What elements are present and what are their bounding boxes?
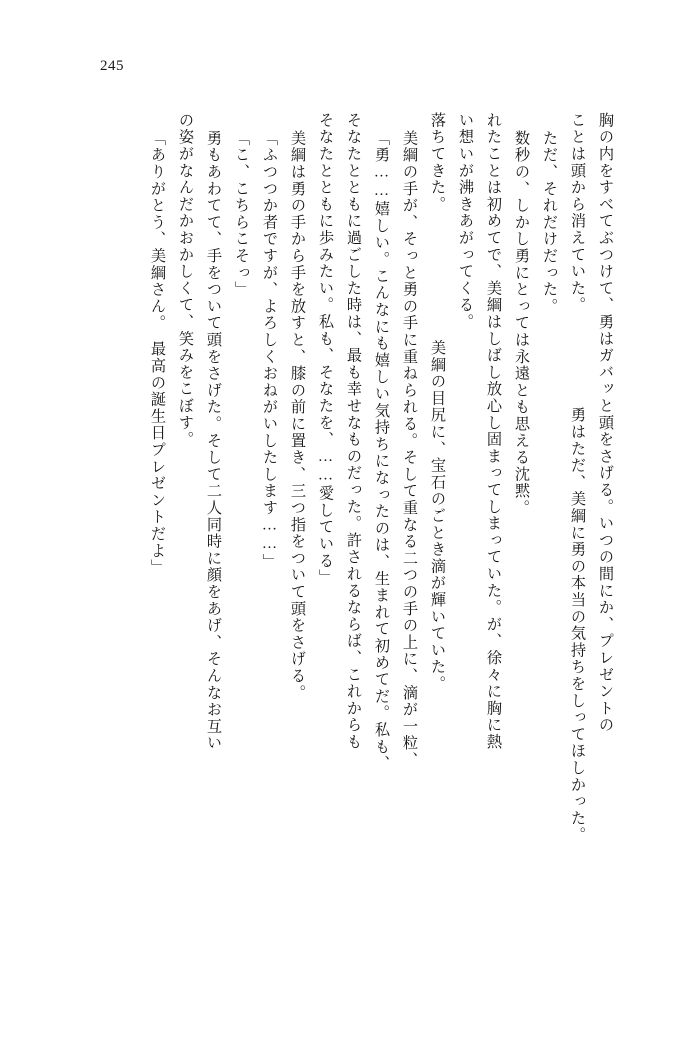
text-column: そなたとともに過ごした時は、最も幸せなものだった。許されるならば、これからも xyxy=(345,112,362,751)
text-column: 落ちてきた。 美綱の目尻に、宝石のごとき滴が輝いていた。 xyxy=(429,112,446,693)
text-column: 胸の内をすべてぶつけて、勇はガバッと頭をさげる。いつの間にか、プレゼントの xyxy=(597,112,614,734)
text-column: れたことは初めてで、美綱はしばし放心し固まってしまっていた。が、徐々に胸に熱 xyxy=(485,112,502,751)
text-column: 美綱の手が、そっと勇の手に重ねられる。そして重なる二つの手の上に、滴が一粒、 xyxy=(401,130,418,769)
text-column: 「ありがとう、美綱さん。 最高の誕生日プレゼントだよ」 xyxy=(149,130,166,576)
text-column: い想いが沸きあがってくる。 xyxy=(457,112,474,331)
text-column: の姿がなんだかおかしくて、笑みをこぼす。 xyxy=(177,112,194,448)
text-column: 数秒の、しかし勇にとっては永遠とも思える沈黙。 xyxy=(513,130,530,517)
text-column: 「こ、こちらこそっ」 xyxy=(233,130,250,298)
text-column: ただ、それだけだった。 xyxy=(541,130,558,315)
text-column: 勇もあわてて、手をついて頭をさげた。そして二人同時に顔をあげ、そんなお互い xyxy=(205,130,222,752)
text-column: ことは頭から消えていた。 勇はただ、美綱に勇の本当の気持ちをしってほしかった。 xyxy=(569,112,586,844)
text-column: 「ふつつか者ですが、よろしくおねがいしたします……」 xyxy=(261,130,278,571)
vertical-text-block xyxy=(93,112,613,927)
text-column: 「勇……嬉しい。こんなにも嬉しい気持ちになったのは、生まれて初めてだ。私も、 xyxy=(373,130,390,772)
text-column: 美綱は勇の手から手を放すと、膝の前に置き、三つ指をついて頭をさげる。 xyxy=(289,130,306,702)
page-number: 245 xyxy=(100,58,124,74)
text-column: そなたとともに歩みたい。私も、そなたを、……愛している」 xyxy=(317,112,334,586)
